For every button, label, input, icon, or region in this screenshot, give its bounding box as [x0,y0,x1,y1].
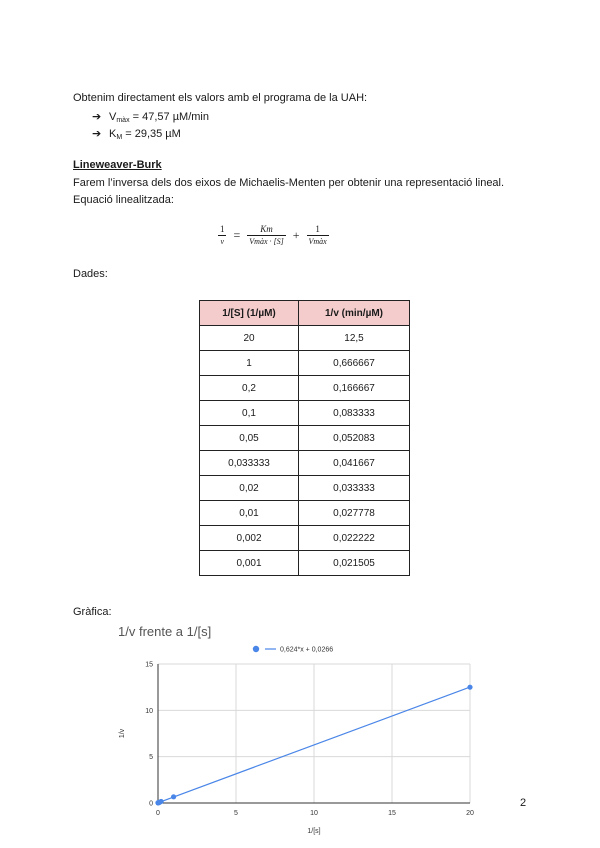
table-header-cell: 1/[S] (1/µM) [200,301,299,326]
vmax-value: = 47,57 µM/min [129,111,209,123]
legend-label: 0,624*x + 0,0266 [280,646,334,654]
km-value: = 29,35 µM [122,128,181,140]
table-cell: 20 [200,326,299,351]
table-row [200,376,410,401]
table-cell: 0,033333 [200,451,299,476]
table-cell: 0,001 [200,551,299,576]
table-row [200,451,410,476]
vmax-bullet [92,110,209,124]
section-heading: Lineweaver-Burk [73,159,162,171]
table-cell: 0,02 [200,476,299,501]
table-row [200,401,410,426]
table-cell: 0,052083 [299,426,410,451]
lhs-fraction [218,224,227,246]
table-cell: 0,2 [200,376,299,401]
y-tick-label: 5 [149,754,153,762]
intro-text: Obtenim directament els valors amb el programa de la UAH: [73,92,368,104]
km-subscript: M [116,134,123,141]
data-point [171,794,176,799]
page-number: 2 [520,797,527,809]
table-cell: 0,041667 [299,451,410,476]
table-row [200,526,410,551]
table-row [200,551,410,576]
data-point [155,800,160,805]
y-tick-label: 10 [145,707,153,715]
table-row [200,476,410,501]
table-row [200,326,410,351]
km-term-denominator: Vmàx · [S] [249,237,284,246]
x-tick-label: 20 [466,810,474,817]
table-cell: 0,083333 [299,401,410,426]
y-tick-label: 0 [149,800,153,808]
x-tick-label: 10 [310,810,318,817]
plus-sign: + [292,227,300,242]
vmax-term-denominator: Vmàx [308,237,327,246]
table-header-cell: 1/v (min/µM) [299,301,410,326]
arrow-icon: ➔ [92,110,102,123]
y-tick-label: 15 [145,661,153,669]
vmax-term-fraction [307,224,329,246]
table-cell: 0,1 [200,401,299,426]
table-cell: 0,033333 [299,476,410,501]
chart-title: 1/v frente a 1/[s] [118,624,212,639]
dades-label: Dades: [73,268,108,280]
table-header-row [200,301,410,326]
grafica-label: Gràfica: [73,606,112,618]
table-cell: 0,01 [200,501,299,526]
x-tick-label: 15 [388,810,396,817]
y-axis-label: 1/v [119,728,126,739]
table-cell: 0,666667 [299,351,410,376]
km-symbol: K [109,128,117,140]
chart-tick-labels [145,662,474,818]
chart-grid [158,664,470,803]
data-point [467,685,472,690]
equals-sign: = [233,227,241,242]
lineweaver-burk-chart [0,640,600,848]
legend-marker [253,646,259,652]
equation-label: Equació linealitzada: [73,194,174,206]
lhs-numerator: 1 [220,224,225,234]
table-row [200,501,410,526]
vmax-subscript: màx [116,117,130,124]
km-term-numerator: Km [260,224,273,234]
lhs-denominator: v [220,237,225,246]
x-axis-label: 1/[s] [307,828,321,835]
vmax-symbol: V [109,111,117,123]
table-cell: 0,021505 [299,551,410,576]
section-paragraph: Farem l’inversa dels dos eixos de Michaelis-Menten per obtenir una representació lineal. [73,177,505,189]
table-cell: 0,05 [200,426,299,451]
table-row [200,426,410,451]
table-cell: 1 [200,351,299,376]
table-cell: 0,027778 [299,501,410,526]
table-cell: 12,5 [299,326,410,351]
x-tick-label: 5 [234,810,238,817]
table-cell: 0,002 [200,526,299,551]
km-bullet [92,127,181,141]
x-tick-label: 0 [156,810,160,817]
table-cell: 0,022222 [299,526,410,551]
km-term-fraction [247,224,285,246]
linearized-equation [214,224,333,246]
table-row [200,351,410,376]
data-table [199,300,410,576]
chart-legend [253,646,333,654]
arrow-icon: ➔ [92,127,102,140]
vmax-term-numerator: 1 [315,224,320,234]
table-cell: 0,166667 [299,376,410,401]
